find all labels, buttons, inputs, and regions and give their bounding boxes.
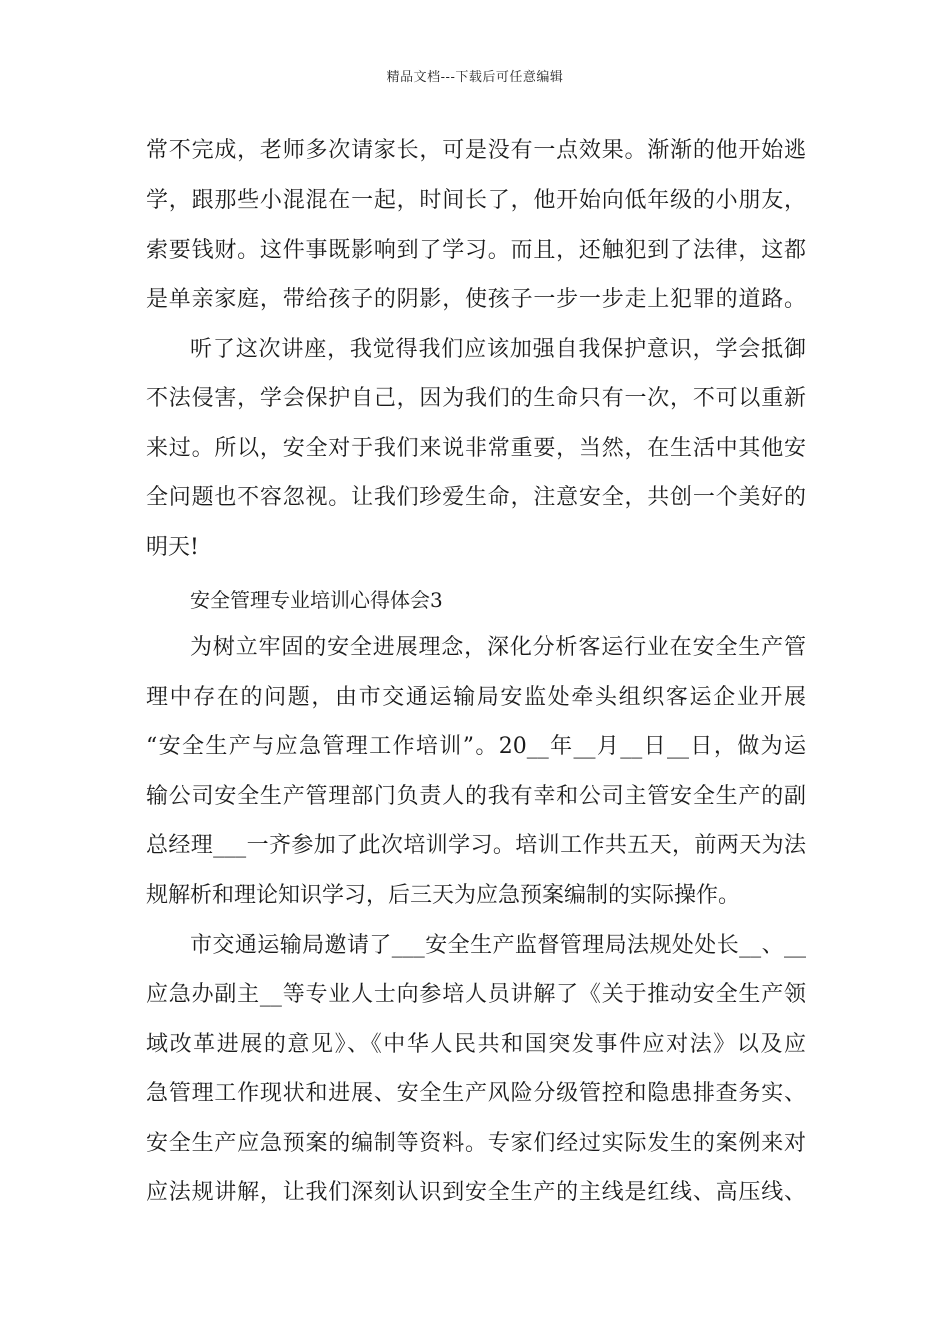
body-line: 全问题也不容忽视。让我们珍爱生命，注意安全，共创一个美好的 [146,485,806,510]
body-line: 急管理工作现状和进展、安全生产风险分级管控和隐患排查务实、 [146,1081,806,1106]
body-line: 索要钱财。这件事既影响到了学习。而且，还触犯到了法律，这都 [146,238,806,263]
body-line: 规解析和理论知识学习，后三天为应急预案编制的实际操作。 [146,883,741,908]
body-line: 应法规讲解，让我们深刻认识到安全生产的主线是红线、高压线、 [146,1180,806,1205]
body-line: 安全生产应急预案的编制等资料。专家们经过实际发生的案例来对 [146,1131,806,1156]
body-line: 常不完成，老师多次请家长，可是没有一点效果。渐渐的他开始逃 [146,138,806,163]
body-line: 是单亲家庭，带给孩子的阴影，使孩子一步一步走上犯罪的道路。 [146,287,806,312]
paragraph-first-line: 听了这次讲座，我觉得我们应该加强自我保护意识，学会抵御 [190,337,806,362]
body-line: 应急办副主__等专业人士向参培人员讲解了《关于推动安全生产领 [146,982,806,1007]
body-line: 不法侵害，学会保护自己，因为我们的生命只有一次，不可以重新 [146,386,806,411]
body-line: 理中存在的问题，由市交通运输局安监处牵头组织客运企业开展 [146,685,806,710]
section-heading: 安全管理专业培训心得体会3 [190,588,443,612]
body-line: 总经理___一齐参加了此次培训学习。培训工作共五天，前两天为法 [146,833,806,858]
paragraph-first-line: 为树立牢固的安全进展理念，深化分析客运行业在安全生产管 [190,635,806,660]
body-line: 输公司安全生产管理部门负责人的我有幸和公司主管安全生产的副 [146,784,806,809]
body-line: 明天! [146,535,199,560]
body-line: 学，跟那些小混混在一起，时间长了，他开始向低年级的小朋友， [146,188,806,213]
body-line: “安全生产与应急管理工作培训”。20__年__月__日__日，做为运 [146,734,806,759]
paragraph-first-line: 市交通运输局邀请了___安全生产监督管理局法规处处长__、__ [190,933,806,958]
body-line: 域改革进展的意见》、《中华人民共和国突发事件应对法》以及应 [146,1032,806,1057]
body-line: 来过。所以，安全对于我们来说非常重要，当然，在生活中其他安 [146,436,806,461]
page-header: 精品文档---下载后可任意编辑 [386,70,564,85]
